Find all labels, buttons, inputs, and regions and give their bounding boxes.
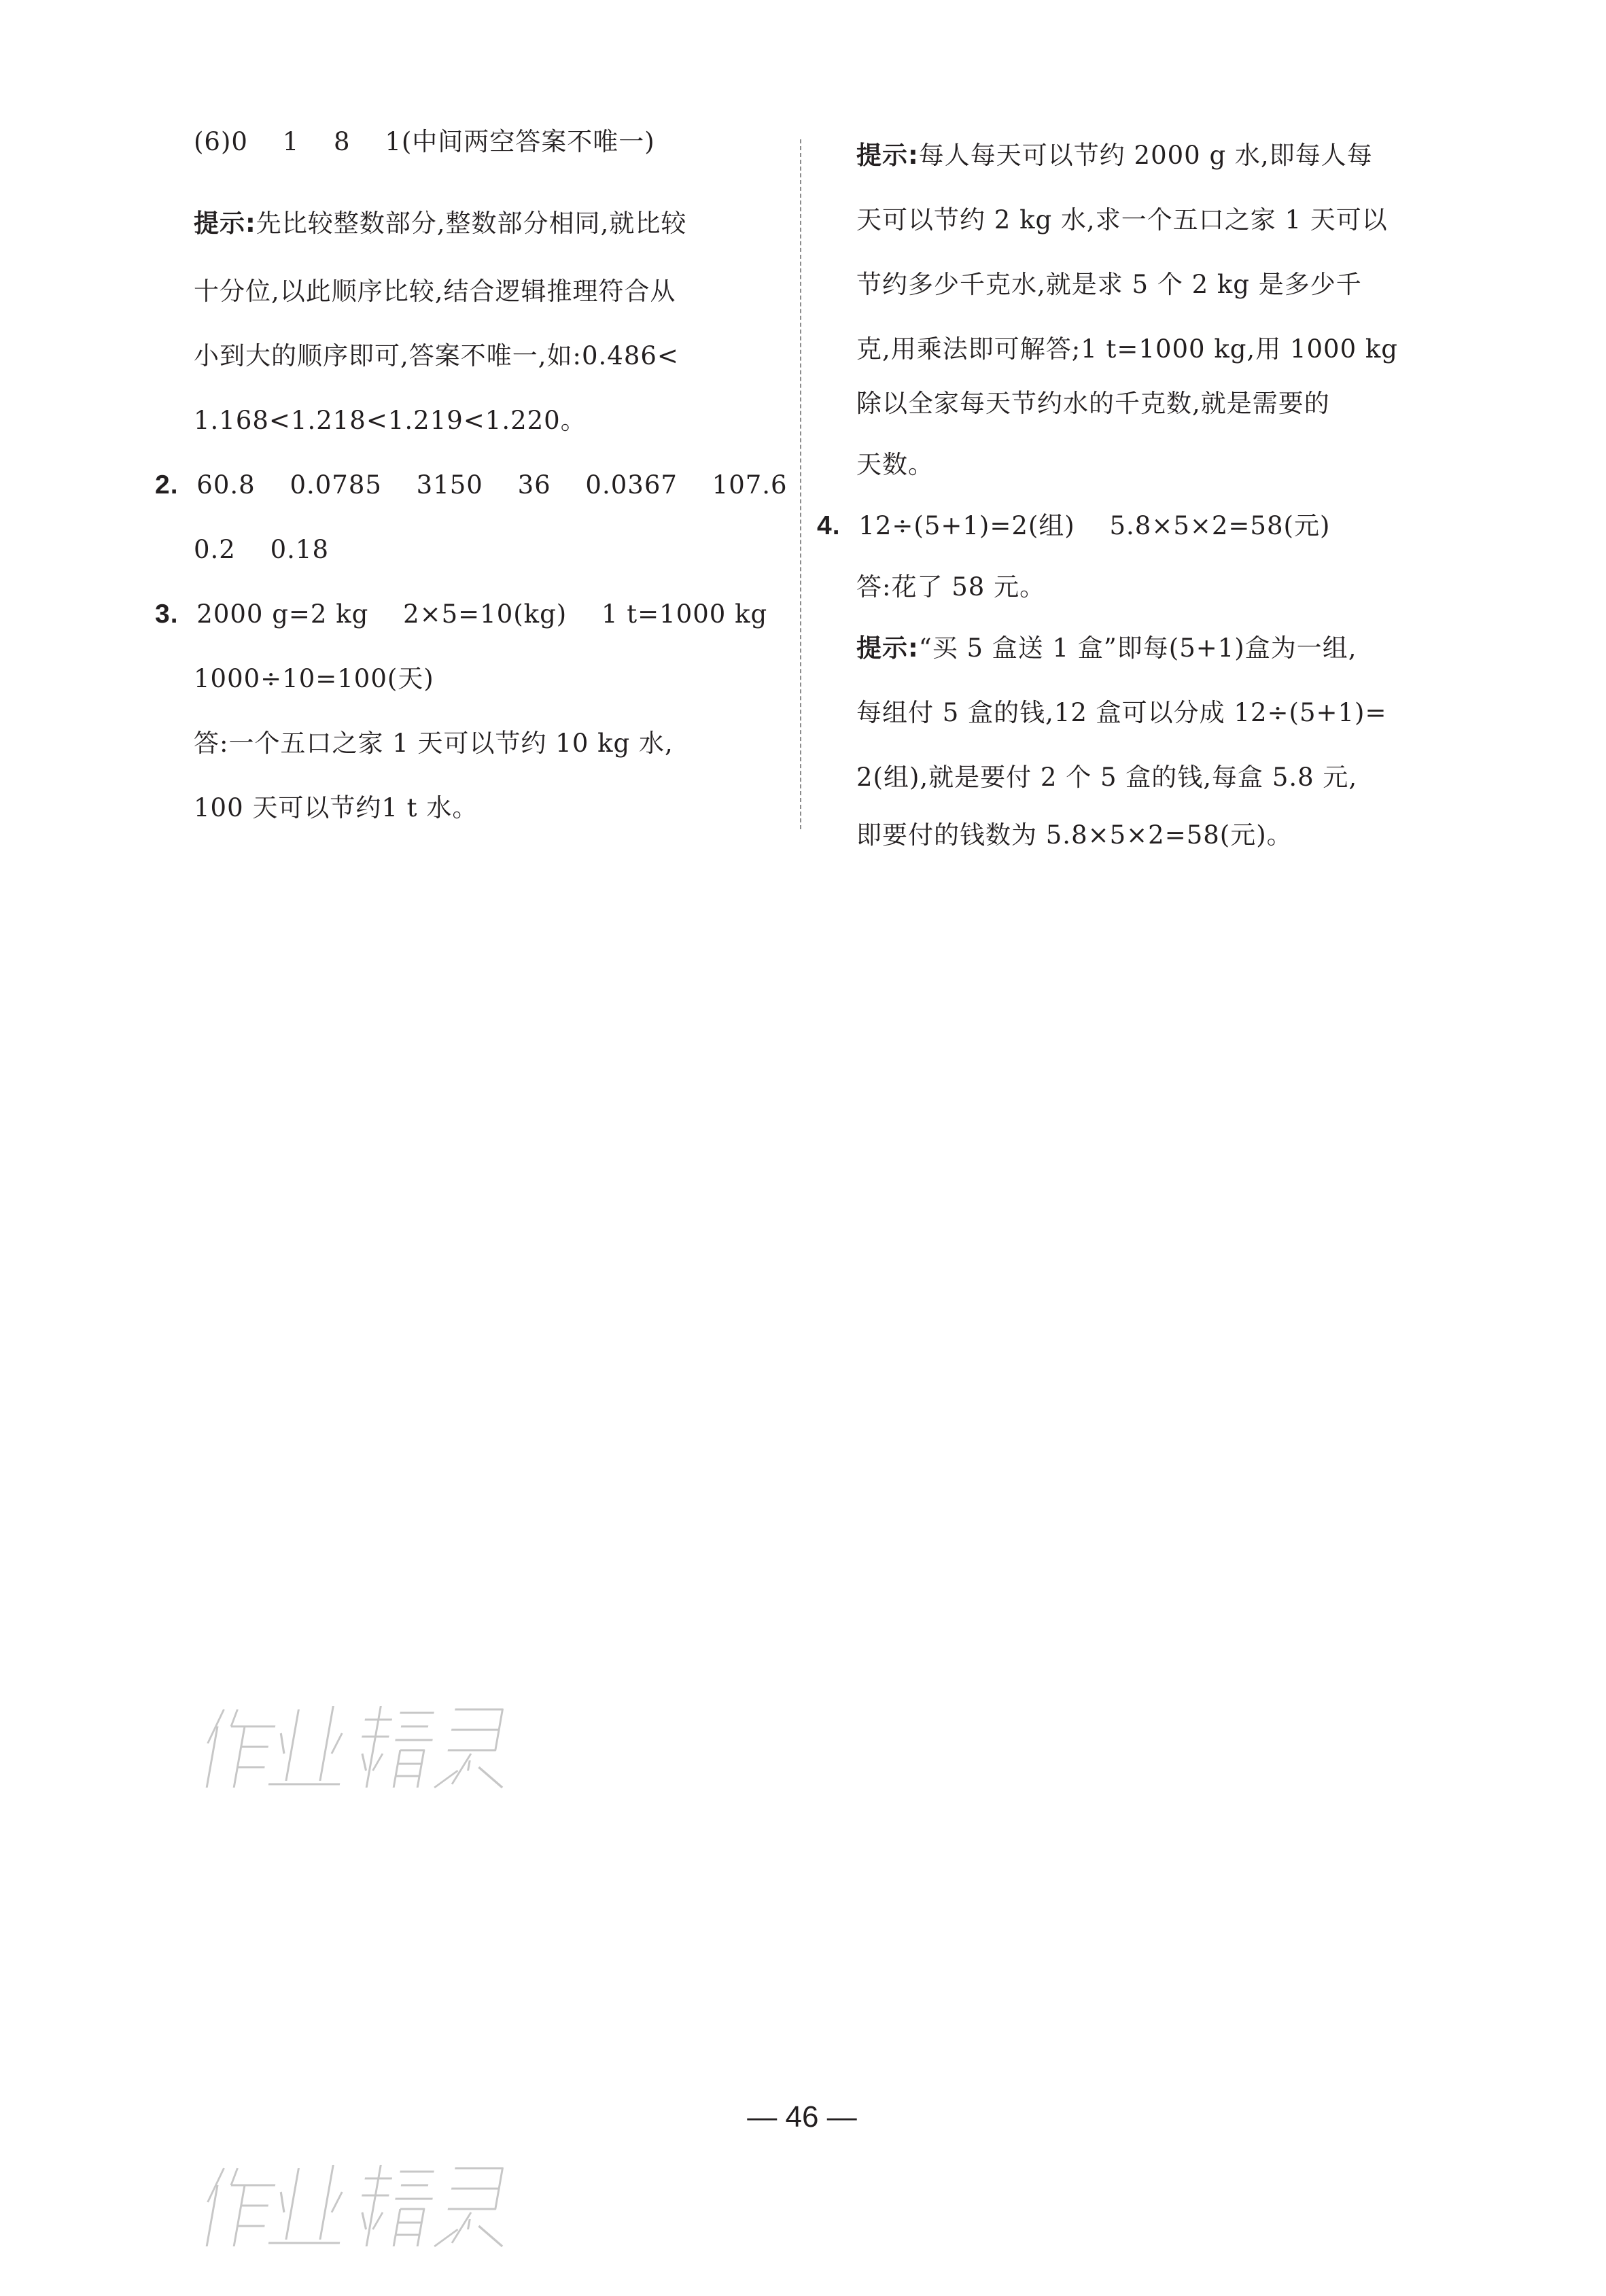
- hint-3-line-2: 天可以节约 2 kg 水,求一个五口之家 1 天可以: [856, 205, 1388, 234]
- question-3-answer-line-1: 答:一个五口之家 1 天可以节约 10 kg 水,: [194, 729, 674, 758]
- hint-text: 每人每天可以节约 2000 g 水,即每人每: [918, 141, 1373, 170]
- answer-6-line: (6)0 1 8 1(中间两空答案不唯一): [194, 127, 655, 156]
- hint-3-line-3: 节约多少千克水,就是求 5 个 2 kg 是多少千: [856, 270, 1362, 299]
- watermark-logo: [204, 2127, 557, 2277]
- hint-line-2: 十分位,以此顺序比较,结合逻辑推理符合从: [194, 277, 676, 306]
- question-2-line-1: [155, 469, 788, 502]
- hint-label: 提示:: [856, 141, 919, 170]
- question-2-line-2: 0.2 0.18: [194, 535, 329, 564]
- watermark-logo: [204, 1669, 557, 1818]
- hint-label: 提示:: [856, 633, 919, 663]
- question-3-line-2: 1000÷10=100(天): [194, 664, 434, 693]
- hint-3-line-6: 天数。: [856, 450, 934, 479]
- hint-line-4: 1.168<1.218<1.219<1.220。: [194, 406, 587, 435]
- question-2-answers: 60.8 0.0785 3150 36 0.0367 107.6: [196, 470, 788, 500]
- question-4-answer: 答:花了 58 元。: [856, 572, 1046, 602]
- hint-label: 提示:: [194, 209, 256, 238]
- question-4-equations: 12÷(5+1)=2(组) 5.8×5×2=58(元): [858, 511, 1331, 540]
- hint-line-1: [194, 207, 686, 240]
- column-divider: [800, 139, 801, 829]
- question-3-line-1: [155, 598, 767, 631]
- hint-4-line-4: 即要付的钱数为 5.8×5×2=58(元)。: [856, 820, 1293, 850]
- hint-3-line-5: 除以全家每天节约水的千克数,就是需要的: [856, 389, 1330, 418]
- question-4-number: 4.: [817, 511, 841, 540]
- hint-4-line-1: [856, 632, 1357, 665]
- hint-text: “买 5 盒送 1 盒”即每(5+1)盒为一组,: [918, 633, 1357, 663]
- question-4-line-1: [817, 510, 1330, 542]
- question-2-number: 2.: [155, 470, 179, 500]
- hint-4-line-3: 2(组),就是要付 2 个 5 盒的钱,每盒 5.8 元,: [856, 763, 1358, 792]
- question-3-number: 3.: [155, 599, 179, 629]
- hint-3-line-4: 克,用乘法即可解答;1 t=1000 kg,用 1000 kg: [856, 334, 1398, 364]
- question-3-equations: 2000 g=2 kg 2×5=10(kg) 1 t=1000 kg: [196, 599, 768, 629]
- hint-4-line-2: 每组付 5 盒的钱,12 盒可以分成 12÷(5+1)=: [856, 698, 1387, 727]
- page-number: — 46 —: [747, 2100, 857, 2134]
- hint-3-line-1: [856, 139, 1373, 172]
- hint-text: 先比较整数部分,整数部分相同,就比较: [256, 209, 687, 238]
- question-3-answer-line-2: 100 天可以节约1 t 水。: [194, 793, 478, 822]
- hint-line-3: 小到大的顺序即可,答案不唯一,如:0.486<: [194, 341, 679, 370]
